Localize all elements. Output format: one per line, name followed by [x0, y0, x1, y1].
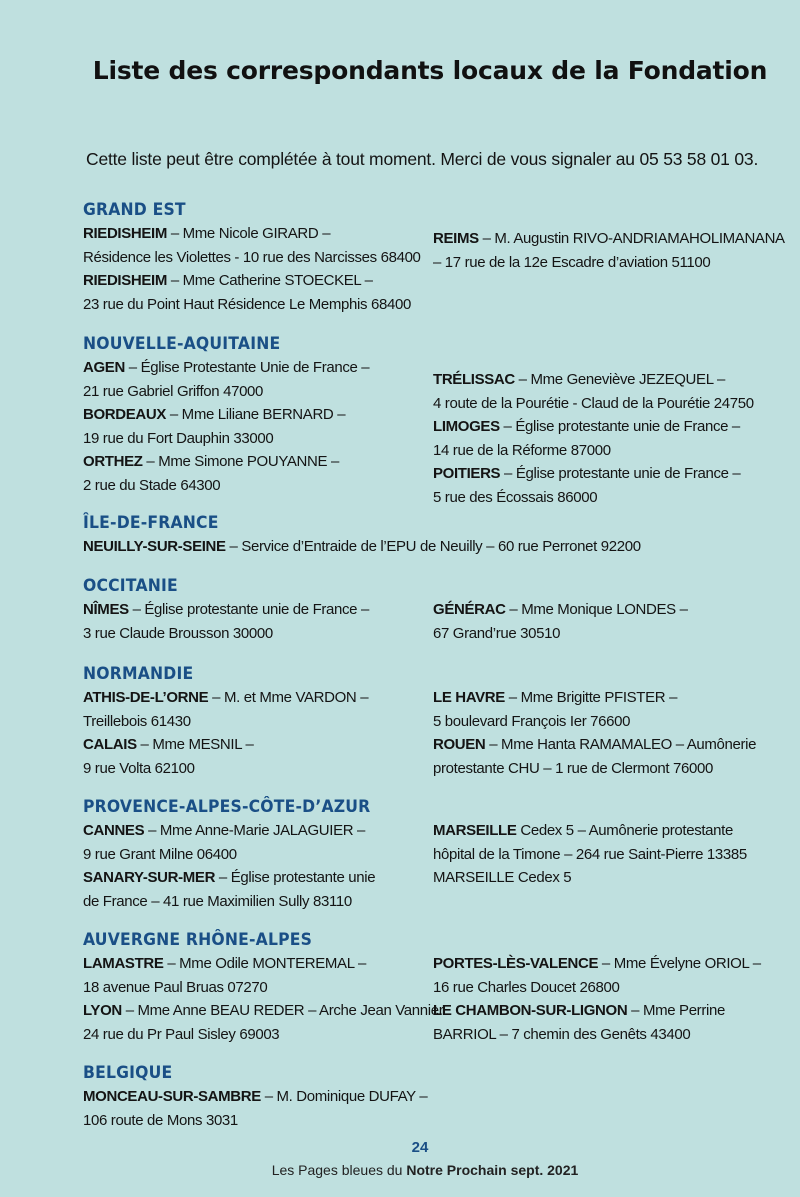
entry-address: 24 rue du Pr Paul Sisley 69003 — [83, 1025, 280, 1043]
entry-line: – Mme Anne-Marie JALAGUIER – — [144, 822, 366, 839]
entry-address: 19 rue du Fort Dauphin 33000 — [83, 429, 274, 447]
list-item — [83, 1085, 773, 1132]
list-item — [433, 462, 773, 509]
entry-line: Cedex 5 – Aumônerie protestante — [516, 822, 733, 839]
list-item — [83, 733, 433, 780]
entry-line: – Église protestante unie de France – — [500, 465, 741, 482]
city-name: LE HAVRE — [433, 689, 505, 706]
region-heading: GRAND EST — [83, 200, 186, 220]
city-name: TRÉLISSAC — [433, 371, 515, 388]
section-grand-est — [83, 200, 785, 316]
entry-line: – Mme Odile MONTEREMAL – — [163, 955, 366, 972]
entry-address: – 17 rue de la 12e Escadre d’aviation 51100 — [433, 253, 711, 271]
list-item — [433, 686, 773, 733]
region-heading: PROVENCE-ALPES-CÔTE-D’AZUR — [83, 797, 371, 817]
section-normandie — [83, 664, 773, 780]
city-name: RIEDISHEIM — [83, 272, 168, 289]
list-item — [83, 819, 433, 866]
entry-address: 9 rue Volta 62100 — [83, 759, 195, 777]
footer-caption — [0, 1162, 800, 1178]
entry-address: 4 route de la Pourétie - Claud de la Pourétie 24750 — [433, 394, 754, 412]
entry-line: – Mme Perrine — [627, 1002, 725, 1019]
entry-address: 9 rue Grant Milne 06400 — [83, 845, 237, 863]
city-name: ATHIS-DE-L’ORNE — [83, 689, 209, 706]
list-item — [83, 999, 444, 1046]
list-item — [433, 415, 773, 462]
list-item — [83, 222, 433, 269]
list-item — [83, 535, 773, 559]
region-heading: NOUVELLE-AQUITAINE — [83, 334, 281, 354]
list-item — [433, 999, 773, 1046]
section-nouvelle-aquitaine — [83, 334, 773, 509]
footer-publication: Notre Prochain sept. 2021 — [406, 1162, 579, 1178]
region-heading: ÎLE-DE-FRANCE — [83, 513, 219, 533]
entry-address: 5 boulevard François Ier 76600 — [433, 712, 631, 730]
entry-address: 5 rue des Écossais 86000 — [433, 488, 598, 506]
entry-address: 16 rue Charles Doucet 26800 — [433, 978, 620, 996]
entry-address: 18 avenue Paul Bruas 07270 — [83, 978, 268, 996]
city-name: SANARY-SUR-MER — [83, 869, 216, 886]
entry-line: – Mme Monique LONDES – — [505, 601, 688, 618]
list-item — [83, 598, 433, 645]
entry-line: – Mme Évelyne ORIOL – — [598, 955, 761, 972]
entry-address-city: MARSEILLE Cedex 5 — [433, 869, 572, 886]
list-item — [83, 403, 433, 450]
list-item — [433, 952, 773, 999]
entry-line: – Église protestante unie de France – — [499, 418, 740, 435]
city-name: NÎMES — [83, 601, 129, 618]
entry-address: 21 rue Gabriel Griffon 47000 — [83, 382, 264, 400]
list-item — [83, 866, 433, 913]
entry-line: – M. Dominique DUFAY – — [260, 1088, 428, 1105]
list-item — [433, 733, 773, 780]
list-item — [83, 686, 433, 733]
entry-address: Résidence les Violettes - 10 rue des Narcisses 68400 — [83, 248, 421, 266]
region-heading: NORMANDIE — [83, 664, 194, 684]
section-auvergne-rhone-alpes — [83, 930, 773, 1046]
entry-line: – Église Protestante Unie de France – — [124, 359, 370, 376]
entry-line: – Mme Nicole GIRARD – — [167, 225, 331, 242]
city-name: MONCEAU-SUR-SAMBRE — [83, 1088, 261, 1105]
entry-line: – Mme Hanta RAMAMALEO – Aumônerie — [485, 736, 757, 753]
region-heading: AUVERGNE RHÔNE-ALPES — [83, 930, 313, 950]
entry-line: – Mme Brigitte PFISTER – — [504, 689, 678, 706]
city-name: CALAIS — [83, 736, 137, 753]
entry-line: – Mme Liliane BERNARD – — [166, 406, 346, 423]
city-name: MARSEILLE — [433, 822, 517, 839]
entry-line: – Mme Anne BEAU REDER – Arche Jean Vannier — [121, 1002, 444, 1019]
entry-address: 3 rue Claude Brousson 30000 — [83, 624, 273, 642]
section-occitanie — [83, 576, 773, 645]
city-name: ORTHEZ — [83, 453, 143, 470]
entry-line: – M. Augustin RIVO-ANDRIAMAHOLIMANANA — [478, 230, 785, 247]
entry-line: – Mme Simone POUYANNE – — [142, 453, 339, 470]
page-number: 24 — [411, 1139, 429, 1156]
entry-address: 23 rue du Point Haut Résidence Le Memphis 68400 — [83, 295, 411, 313]
intro-text: Cette liste peut être complétée à tout moment. Merci de vous signaler au 05 53 58 01 03. — [86, 149, 759, 169]
entry-address: 106 route de Mons 3031 — [83, 1111, 238, 1129]
city-name: ROUEN — [433, 736, 486, 753]
city-name: LIMOGES — [433, 418, 500, 435]
list-item — [433, 368, 773, 415]
city-name: PORTES-LÈS-VALENCE — [433, 955, 599, 972]
city-name: LYON — [83, 1002, 122, 1019]
region-heading: BELGIQUE — [83, 1063, 173, 1083]
entry-address: protestante CHU – 1 rue de Clermont 76000 — [433, 759, 713, 777]
section-belgique — [83, 1063, 773, 1132]
section-ile-de-france — [83, 513, 773, 559]
entry-line: – Église protestante unie de France – — [128, 601, 369, 618]
city-name: POITIERS — [433, 465, 501, 482]
entry-address: Treillebois 61430 — [83, 712, 191, 730]
list-item — [433, 598, 773, 645]
city-name: CANNES — [83, 822, 145, 839]
page-title: Liste des correspondants locaux de la Fondation — [92, 56, 768, 85]
list-item — [83, 356, 433, 403]
city-name: AGEN — [83, 359, 125, 376]
list-item — [83, 450, 433, 497]
list-item — [83, 269, 433, 316]
list-item — [433, 819, 773, 890]
footer-prefix: Les Pages bleues du — [271, 1162, 407, 1178]
city-name: BORDEAUX — [83, 406, 167, 423]
city-name: GÉNÉRAC — [433, 601, 506, 618]
entry-line: – Église protestante unie — [215, 869, 376, 886]
list-item — [433, 227, 785, 274]
city-name: LAMASTRE — [83, 955, 164, 972]
city-name: NEUILLY-SUR-SEINE — [83, 538, 226, 555]
list-item — [83, 952, 433, 999]
city-name: REIMS — [433, 230, 479, 247]
entry-line: – M. et Mme VARDON – — [208, 689, 369, 706]
entry-line: – Mme MESNIL – — [136, 736, 254, 753]
city-name: LE CHAMBON-SUR-LIGNON — [433, 1002, 628, 1019]
entry-line: – Mme Catherine STOECKEL – — [167, 272, 373, 289]
entry-address: 14 rue de la Réforme 87000 — [433, 441, 611, 459]
entry-address: 67 Grand’rue 30510 — [433, 624, 561, 642]
section-paca — [83, 797, 773, 913]
region-heading: OCCITANIE — [83, 576, 178, 596]
entry-address: 2 rue du Stade 64300 — [83, 476, 221, 494]
entry-line: – Service d’Entraide de l’EPU de Neuilly – 60 rue Perronet 92200 — [225, 538, 641, 555]
entry-address: BARRIOL – 7 chemin des Genêts 43400 — [433, 1025, 691, 1043]
entry-address: de France – 41 rue Maximilien Sully 83110 — [83, 892, 352, 910]
entry-line: – Mme Geneviève JEZEQUEL – — [514, 371, 725, 388]
city-name: RIEDISHEIM — [83, 225, 168, 242]
entry-address: hôpital de la Timone – 264 rue Saint-Pierre 13385 — [433, 845, 747, 863]
